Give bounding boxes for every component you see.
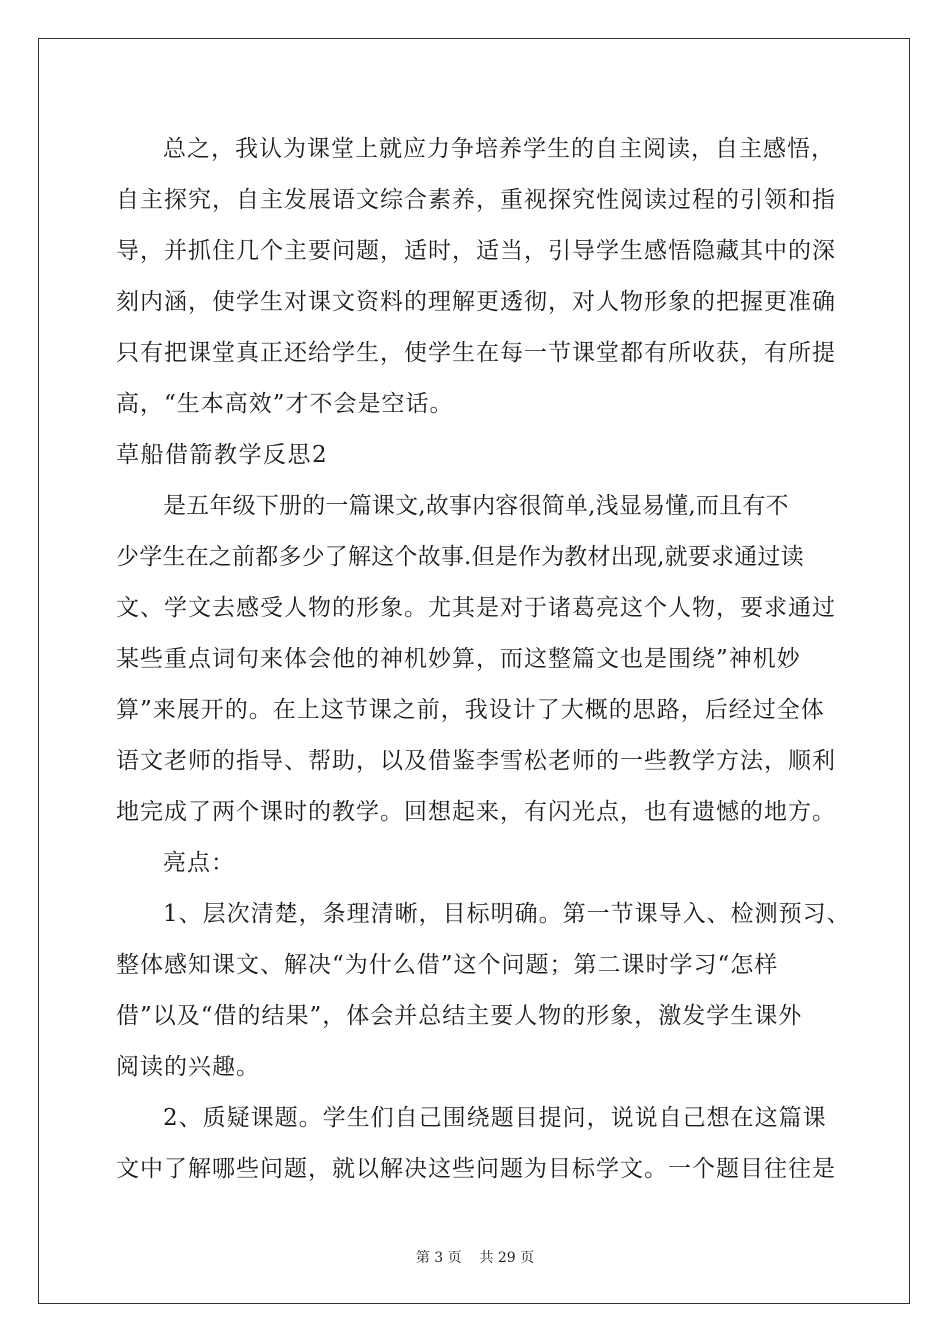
paragraph-line: 是五年级下册的一篇课文,故事内容很简单,浅显易懂,而且有不: [163, 493, 789, 519]
paragraph-line: 总之，我认为课堂上就应力争培养学生的自主阅读，自主感悟，: [163, 136, 835, 162]
paragraph-line: 2、质疑课题。学生们自己围绕题目提问，说说自己想在这篇课: [163, 1105, 827, 1131]
subheading-highlights: 亮点：: [163, 850, 235, 876]
paragraph-line: 语文老师的指导、帮助，以及借鉴李雪松老师的一些教学方法，顺利: [116, 748, 836, 774]
paragraph-line: 借”以及“借的结果”，体会并总结主要人物的形象，激发学生课外: [116, 1003, 803, 1029]
paragraph-line: 高，“生本高效”才不会是空话。: [116, 391, 454, 417]
paragraph-line: 某些重点词句来体会他的神机妙算，而这整篇文也是围绕”神机妙: [116, 646, 801, 672]
paragraph-line: 整体感知课文、解决“为什么借”这个问题；第二课时学习“怎样: [116, 952, 779, 978]
paragraph-line: 地完成了两个课时的教学。回想起来，有闪光点，也有遗憾的地方。: [116, 799, 836, 825]
paragraph-line: 文、学文去感受人物的形象。尤其是对于诸葛亮这个人物，要求通过: [116, 595, 836, 621]
paragraph-line: 阅读的兴趣。: [116, 1054, 260, 1080]
paragraph-line: 1、层次清楚，条理清晰，目标明确。第一节课导入、检测预习、: [163, 901, 851, 927]
paragraph-line: 刻内涵，使学生对课文资料的理解更透彻，对人物形象的把握更准确: [116, 289, 836, 315]
paragraph-line: 算”来展开的。在上这节课之前，我设计了大概的思路，后经过全体: [116, 697, 825, 723]
paragraph-line: 少学生在之前都多少了解这个故事.但是作为教材出现,就要求通过读: [116, 544, 804, 570]
page-number-footer: 第 3 页 共 29 页: [415, 1250, 535, 1266]
document-body: [116, 124, 851, 1195]
paragraph-line: 自主探究，自主发展语文综合素养，重视探究性阅读过程的引领和指: [116, 187, 836, 213]
paragraph-line: 只有把课堂真正还给学生，使学生在每一节课堂都有所收获，有所提: [116, 340, 836, 366]
paragraph-line: 文中了解哪些问题，就以解决这些问题为目标学文。一个题目往往是: [116, 1156, 836, 1182]
section-heading: 草船借箭教学反思2: [116, 442, 329, 468]
paragraph-line: 导，并抓住几个主要问题，适时，适当，引导学生感悟隐藏其中的深: [116, 238, 836, 264]
